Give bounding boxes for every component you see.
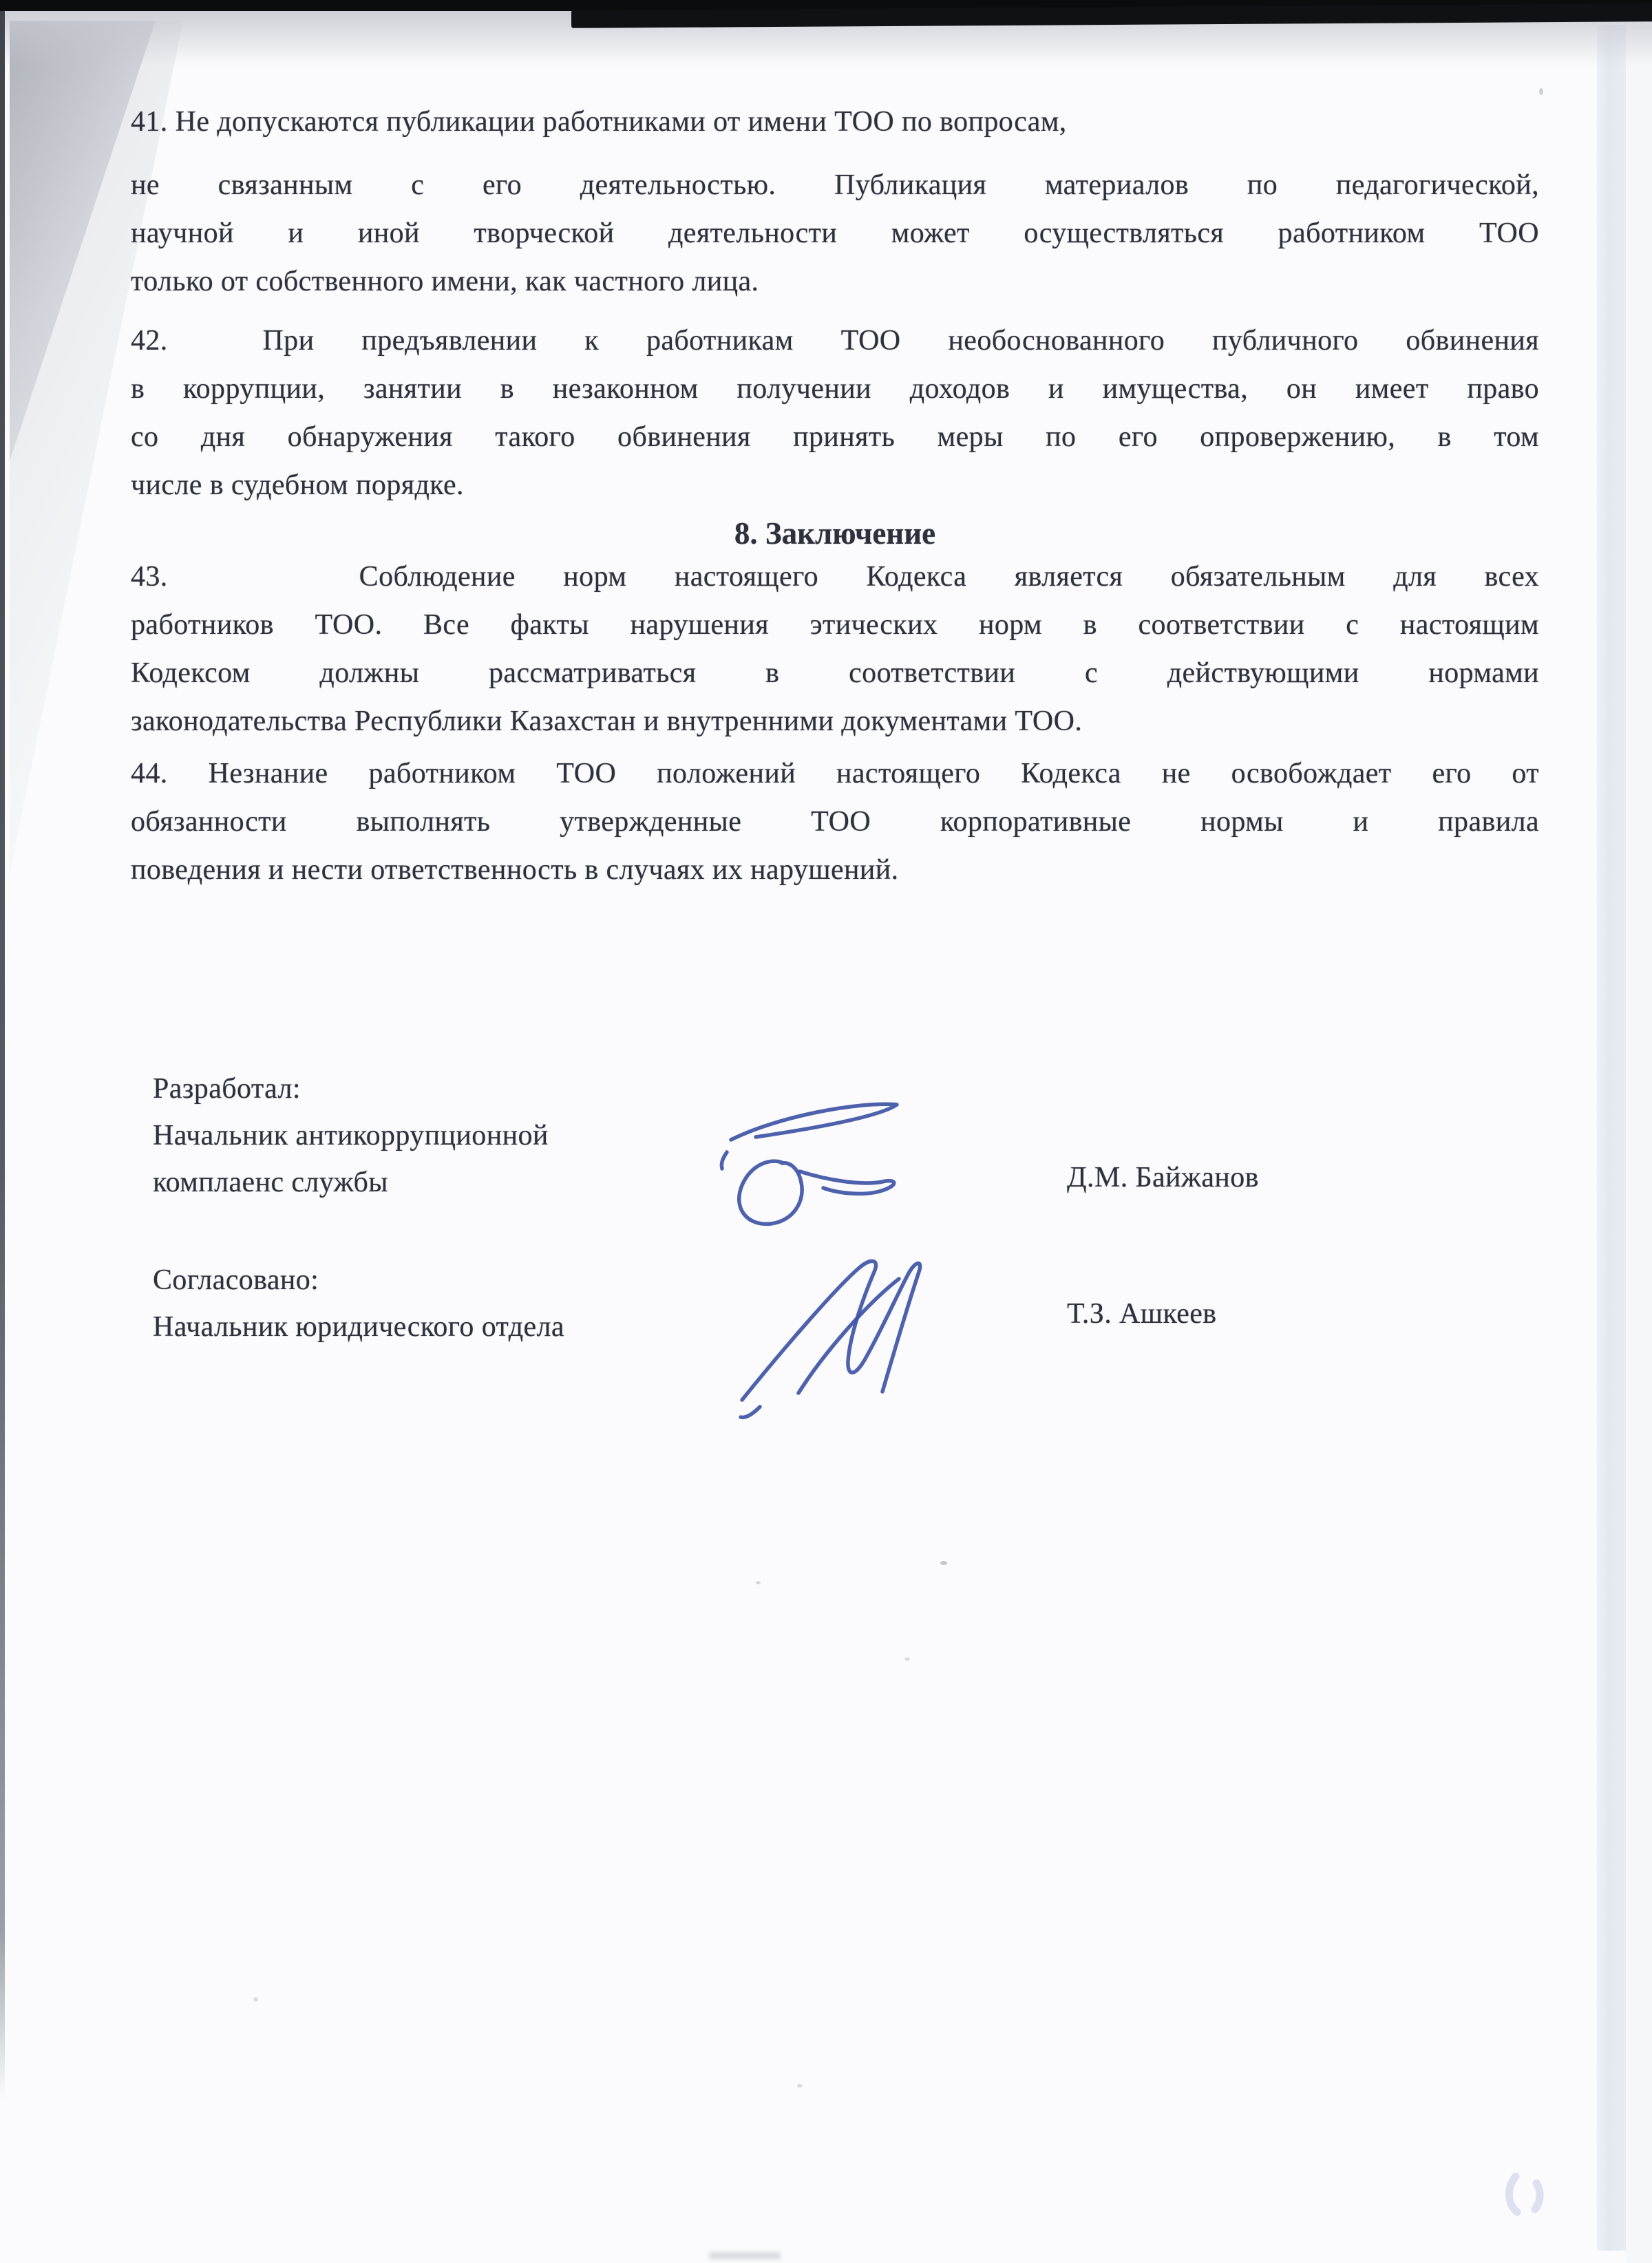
paragraph-41-intro: 41. Не допускаются публикации работниками от имени ТОО по вопросам, [131, 106, 1067, 138]
signature-developed [695, 1089, 922, 1233]
developed-by-role-line1: Начальник антикоррупционной [153, 1120, 549, 1151]
scan-speck [1539, 88, 1543, 95]
paragraph-44: 44. Незнание работником ТОО положений настоящего Кодекса не освобождает его от обязанности выполнять утвержденные ТОО корпоративные нормы и правила поведения и нести ответственность в случаях их нарушений. [131, 758, 1539, 886]
agreed-name: Т.З. Ашкеев [1067, 1298, 1217, 1330]
page-left-edge-line [0, 0, 5, 2099]
ink-trace [1498, 2167, 1556, 2224]
scan-speck [756, 1581, 761, 1584]
agreed-label: Согласовано: [153, 1264, 319, 1296]
paragraph-42: 42. При предъявлении к работникам ТОО необоснованного публичного обвинения в коррупции, занятии в незаконном получении доходов и имущества, он имеет право со дня обнаружения такого обвинения принять меры по его опровержению, в том числе в судебном порядке. [131, 325, 1539, 501]
paragraph-43: 43. Соблюдение норм настоящего Кодекса является обязательным для всех работников ТОО. Все факты нарушения этических норм в соответствии с настоящим Кодексом должны рассматриваться в соответствии с действующими нормами законодательства Республики Казахстан и внутренними документами ТОО. [131, 561, 1539, 737]
section-heading-conclusion: 8. Заключение [734, 516, 936, 551]
scan-smudge [709, 2252, 781, 2260]
scan-speck [904, 1657, 910, 1661]
developed-by-name: Д.М. Байжанов [1067, 1162, 1259, 1193]
signature-agreed [716, 1247, 957, 1421]
scan-speck [253, 1997, 258, 2001]
agreed-role: Начальник юридического отдела [153, 1311, 564, 1343]
paragraph-41-body: не связанным с его деятельностью. Публикация материалов по педагогической, научной и иной творческой деятельности может осуществляться работником ТОО только от собственного имени, как частного лица. [131, 169, 1539, 297]
scan-right-gutter [1626, 25, 1652, 2263]
scan-speck [940, 1561, 947, 1565]
developed-by-label: Разработал: [153, 1073, 301, 1105]
developed-by-role-line2: комплаенс службы [153, 1167, 388, 1198]
page-right-edge-strip [1597, 25, 1626, 2251]
scan-speck [797, 2084, 803, 2087]
